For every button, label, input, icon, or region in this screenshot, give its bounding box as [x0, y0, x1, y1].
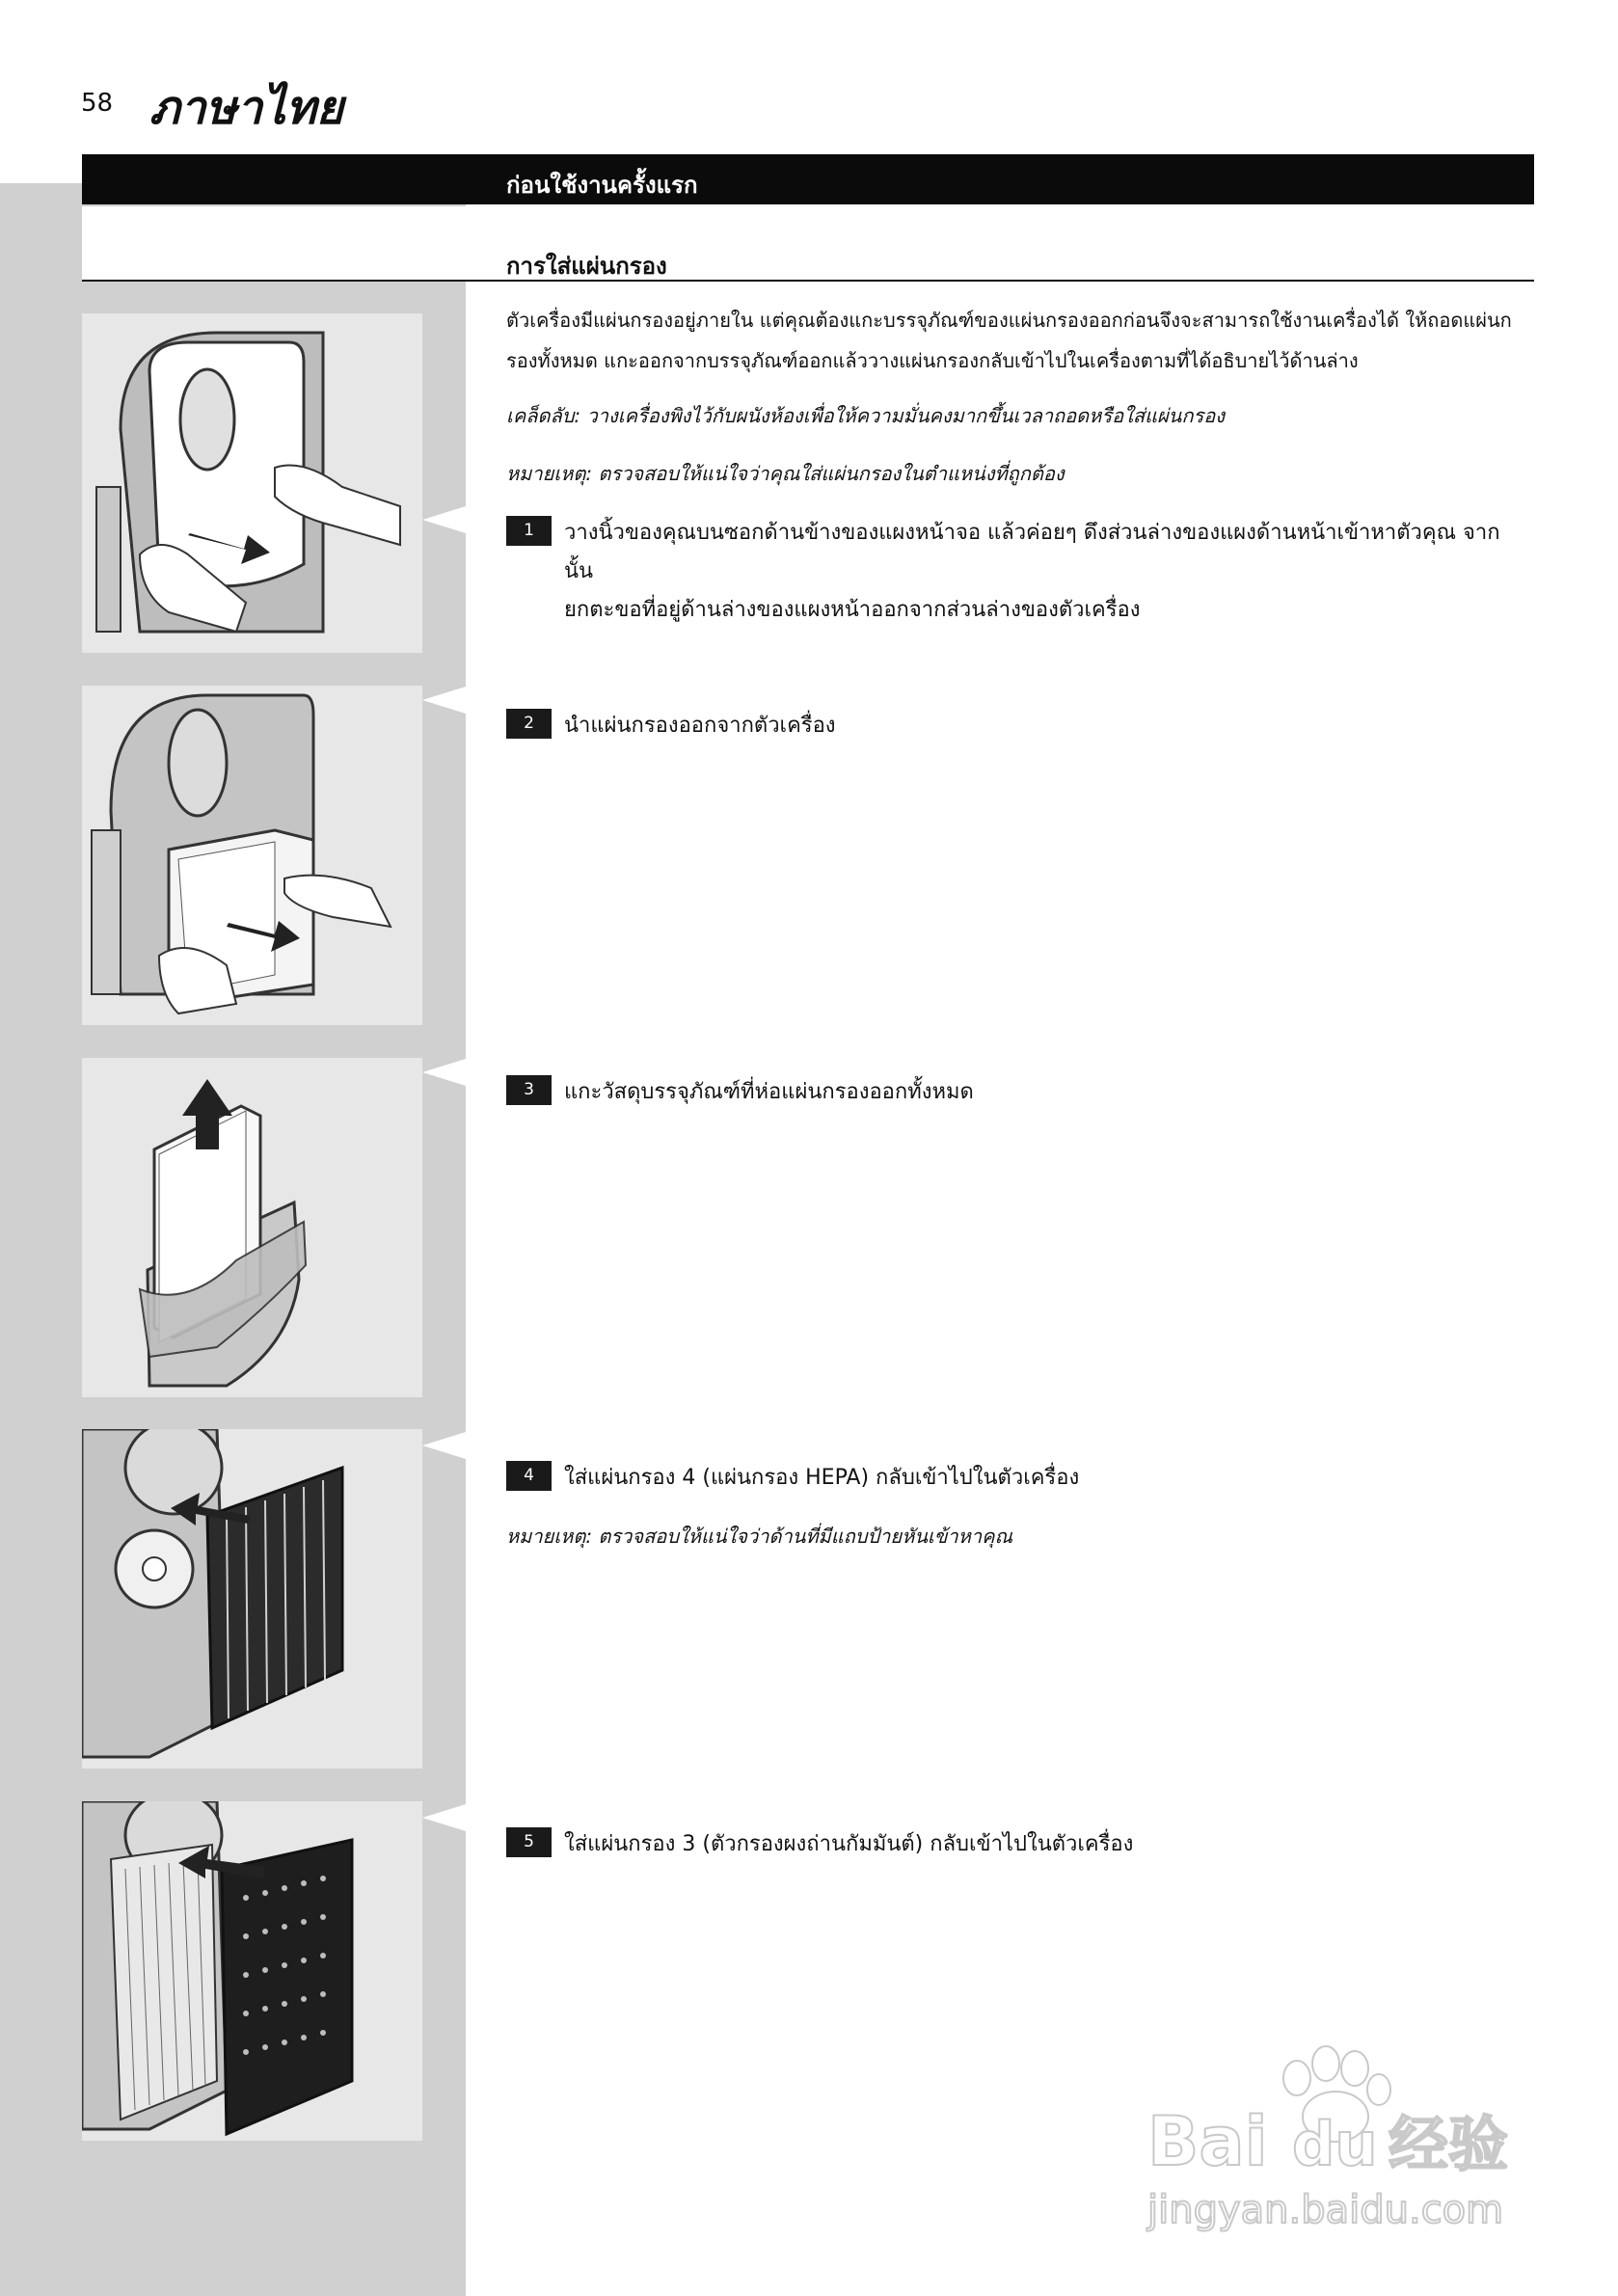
unwrap-filter-drawing — [82, 1058, 422, 1397]
callout-pointer — [422, 1804, 466, 1831]
intro-line-2: รองทั้งหมด แกะออกจากบรรจุภัณฑ์ออกแล้ววางแผ่นกรองกลับเข้าไปในเครื่องตามที่ได้อธิบายไว้ด้านล่าง — [506, 349, 1359, 372]
watermark-brand-2: du — [1292, 2109, 1378, 2179]
step-number-badge: 1 — [506, 516, 552, 546]
subsection-rule — [82, 280, 1534, 282]
front-panel-drawing — [82, 313, 422, 653]
note-text: หมายเหตุ: ตรวจสอบให้แน่ใจว่าคุณใส่แผ่นกรองในตำแหน่งที่ถูกต้อง — [506, 462, 1065, 485]
step-4-note: หมายเหตุ: ตรวจสอบให้แน่ใจว่าด้านที่มีแถบป้ายหันเข้าหาคุณ — [506, 1525, 1013, 1548]
watermark-url: jingyan.baidu.com — [1147, 2188, 1504, 2232]
step-text — [564, 514, 1528, 630]
step-line: ยกตะขอที่อยู่ด้านล่างของแผงหน้าออกจากส่วนล่างของตัวเครื่อง — [564, 598, 1141, 622]
remove-filter-drawing — [82, 686, 422, 1025]
step-text: นำแผ่นกรองออกจากตัวเครื่อง — [564, 714, 836, 738]
step-text: แกะวัสดุบรรจุภัณฑ์ที่ห่อแผ่นกรองออกทั้งหมด — [564, 1080, 974, 1104]
insert-hepa-drawing — [82, 1429, 422, 1769]
page-number: 58 — [81, 89, 114, 118]
subsection-title: การใส่แผ่นกรอง — [506, 253, 667, 280]
step-number-badge: 4 — [506, 1461, 552, 1491]
callout-pointer — [422, 506, 466, 533]
subheading-band — [82, 206, 466, 280]
illustration-insert-hepa — [82, 1429, 422, 1769]
illustration-remove-front-panel — [82, 313, 422, 653]
callout-pointer — [422, 1059, 466, 1086]
callout-pointer — [422, 1432, 466, 1459]
illustration-insert-carbon — [82, 1801, 422, 2141]
section-title: ก่อนใช้งานครั้งแรก — [506, 172, 698, 199]
intro-line-1: ตัวเครื่องมีแผ่นกรองอยู่ภายใน แต่คุณต้องแกะบรรจุภัณฑ์ของแผ่นกรองออกก่อนจึงจะสามารถใช้งานเครื่องได้ ให้ถอดแผ่นก — [506, 309, 1512, 332]
language-title: ภาษาไทย — [149, 81, 344, 135]
illustration-remove-filter — [82, 686, 422, 1025]
insert-carbon-drawing — [82, 1801, 422, 2141]
watermark-cn: 经验 — [1389, 2109, 1509, 2179]
callout-pointer — [422, 687, 466, 714]
step-text: ใส่แผ่นกรอง 3 (ตัวกรองผงถ่านกัมมันต์) กลับเข้าไปในตัวเครื่อง — [564, 1832, 1134, 1856]
step-text: ใส่แผ่นกรอง 4 (แผ่นกรอง HEPA) กลับเข้าไปในตัวเครื่อง — [564, 1466, 1080, 1490]
illustration-unwrap-filter — [82, 1058, 422, 1397]
step-number-badge: 5 — [506, 1827, 552, 1857]
baidu-watermark — [1138, 2020, 1543, 2242]
step-number-badge: 3 — [506, 1075, 552, 1105]
step-line: วางนิ้วของคุณบนซอกด้านข้างของแผงหน้าจอ แล้วค่อยๆ ดึงส่วนล่างของแผงด้านหน้าเข้าหาตัวคุณ จากนั้น — [564, 521, 1500, 583]
step-number-badge: 2 — [506, 709, 552, 739]
tip-text: เคล็ดลับ: วางเครื่องพิงไว้กับผนังห้องเพื่อให้ความมั่นคงมากขึ้นเวลาถอดหรือใส่แผ่นกรอง — [506, 404, 1225, 427]
watermark-brand: Bai — [1147, 2102, 1268, 2181]
section-bar — [82, 154, 1534, 204]
